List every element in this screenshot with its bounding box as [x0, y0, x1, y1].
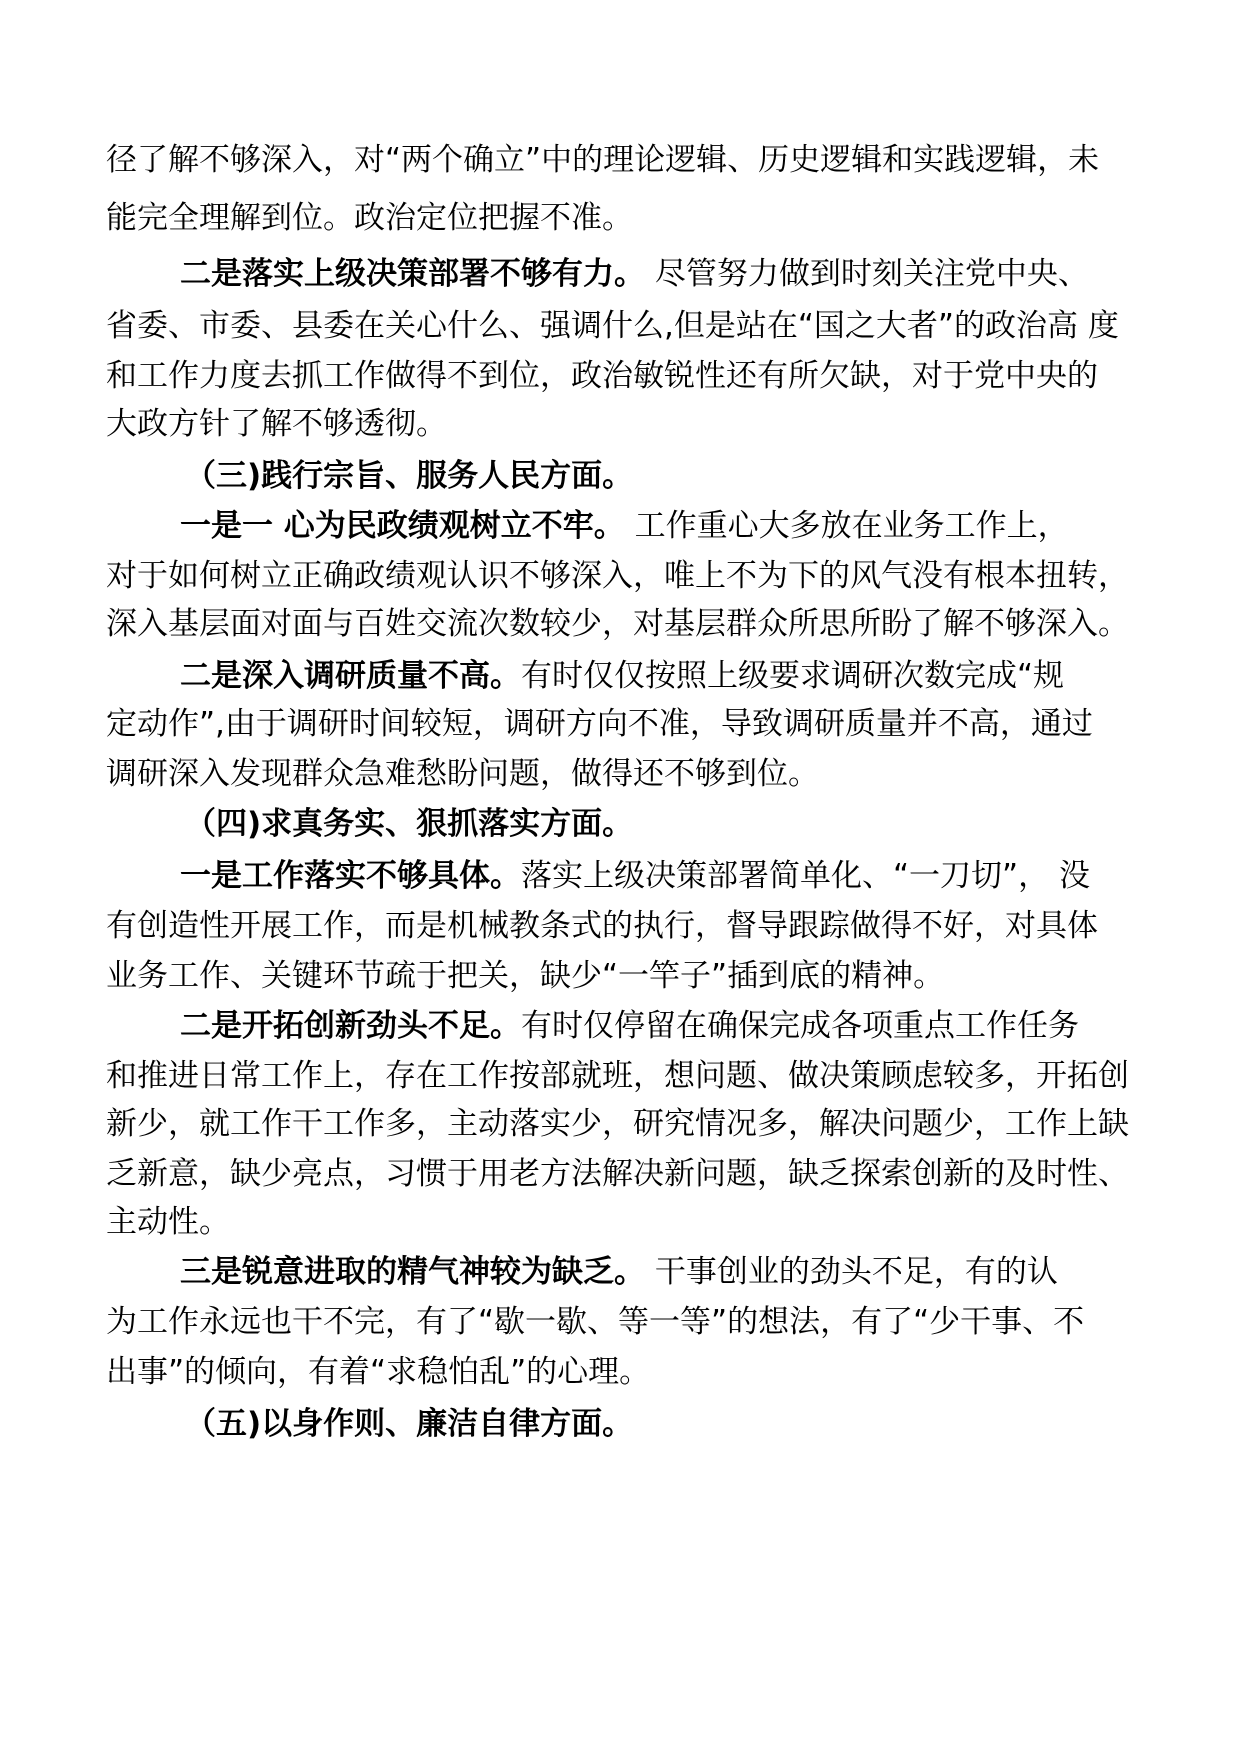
text-line	[106, 1154, 1129, 1194]
text-line	[180, 506, 1069, 546]
body-text: 业务工作、关键环节疏于把关，缺少“一竿子”插到底的精神。	[106, 958, 945, 994]
body-text: 干事创业的劲头不足，有的认	[645, 1254, 1058, 1290]
text-line	[180, 254, 1089, 294]
body-text: 大政方针了解不够透彻。	[106, 406, 447, 442]
text-line	[106, 1104, 1129, 1144]
text-line	[106, 754, 819, 794]
bold-heading-text: （五)以身作则、廉洁自律方面。	[185, 1406, 634, 1442]
bold-heading-text: 三是锐意进取的精气神较为缺乏。	[180, 1254, 645, 1290]
text-line	[106, 1056, 1129, 1096]
body-text: 乏新意，缺少亮点，习惯于用老方法解决新问题，缺乏探索创新的及时性、	[106, 1156, 1129, 1192]
text-line	[106, 356, 1098, 396]
body-text: 新少，就工作干工作多，主动落实少，研究情况多，解决问题少，工作上缺	[106, 1106, 1129, 1142]
body-text: 落实上级决策部署简单化、“一刀切”， 没	[521, 858, 1090, 894]
text-line	[180, 1252, 1058, 1292]
text-line	[180, 856, 1090, 896]
text-line	[106, 306, 1119, 346]
text-line	[106, 1352, 650, 1392]
body-text: 和推进日常工作上，存在工作按部就班，想问题、做决策顾虑较多，开拓创	[106, 1058, 1129, 1094]
text-line	[185, 804, 633, 844]
body-text: 尽管努力做到时刻关注党中央、	[645, 256, 1089, 292]
text-line	[106, 404, 447, 444]
body-text: 有时仅仅按照上级要求调研次数完成“规	[521, 658, 1065, 694]
body-text: 能完全理解到位。政治定位把握不准。	[106, 200, 633, 236]
body-text: 工作重心大多放在业务工作上，	[624, 508, 1069, 544]
body-text: 出事”的倾向，有着“求稳怕乱”的心理。	[106, 1354, 651, 1390]
body-text: 和工作力度去抓工作做得不到位，政治敏锐性还有所欠缺，对于党中央的	[106, 358, 1098, 394]
bold-heading-text: 二是深入调研质量不高。	[180, 658, 521, 694]
text-line	[185, 456, 633, 496]
bold-heading-text: 二是开拓创新劲头不足。	[180, 1008, 521, 1044]
bold-heading-text: 一是工作落实不够具体。	[180, 858, 521, 894]
bold-heading-text: （四)求真务实、狠抓落实方面。	[185, 806, 634, 842]
text-line	[106, 140, 1099, 180]
text-line	[106, 556, 1129, 596]
text-line	[106, 604, 1129, 644]
body-text: 省委、市委、县委在关心什么、强调什么,但是站在“国之大者”的政治高 度	[106, 308, 1119, 344]
body-text: 深入基层面对面与百姓交流次数较少，对基层群众所思所盼了解不够深入。	[106, 606, 1129, 642]
bold-heading-text: 二是落实上级决策部署不够有力。	[180, 256, 645, 292]
text-line	[180, 1006, 1079, 1046]
text-line	[180, 656, 1064, 696]
text-line	[106, 906, 1098, 946]
bold-heading-text: （三)践行宗旨、服务人民方面。	[185, 458, 634, 494]
body-text: 为工作永远也干不完，有了“歇一歇、等一等”的想法，有了“少干事、不	[106, 1304, 1085, 1340]
body-text: 径了解不够深入，对“两个确立”中的理论逻辑、历史逻辑和实践逻辑，未	[106, 142, 1100, 178]
text-line	[106, 1202, 230, 1242]
text-line	[106, 198, 633, 238]
body-text: 定动作”,由于调研时间较短，调研方向不准，导致调研质量并不高，通过	[106, 706, 1093, 742]
text-line	[106, 956, 944, 996]
text-line	[185, 1404, 633, 1444]
body-text: 调研深入发现群众急难愁盼问题，做得还不够到位。	[106, 756, 819, 792]
body-text: 有时仅停留在确保完成各项重点工作任务	[521, 1008, 1079, 1044]
body-text: 主动性。	[106, 1204, 230, 1240]
text-line	[106, 704, 1093, 744]
bold-heading-text: 一是一 心为民政绩观树立不牢。	[180, 508, 625, 544]
body-text: 有创造性开展工作，而是机械教条式的执行，督导跟踪做得不好，对具体	[106, 908, 1098, 944]
body-text: 对于如何树立正确政绩观认识不够深入，唯上不为下的风气没有根本扭转，	[106, 558, 1129, 594]
text-line	[106, 1302, 1084, 1342]
